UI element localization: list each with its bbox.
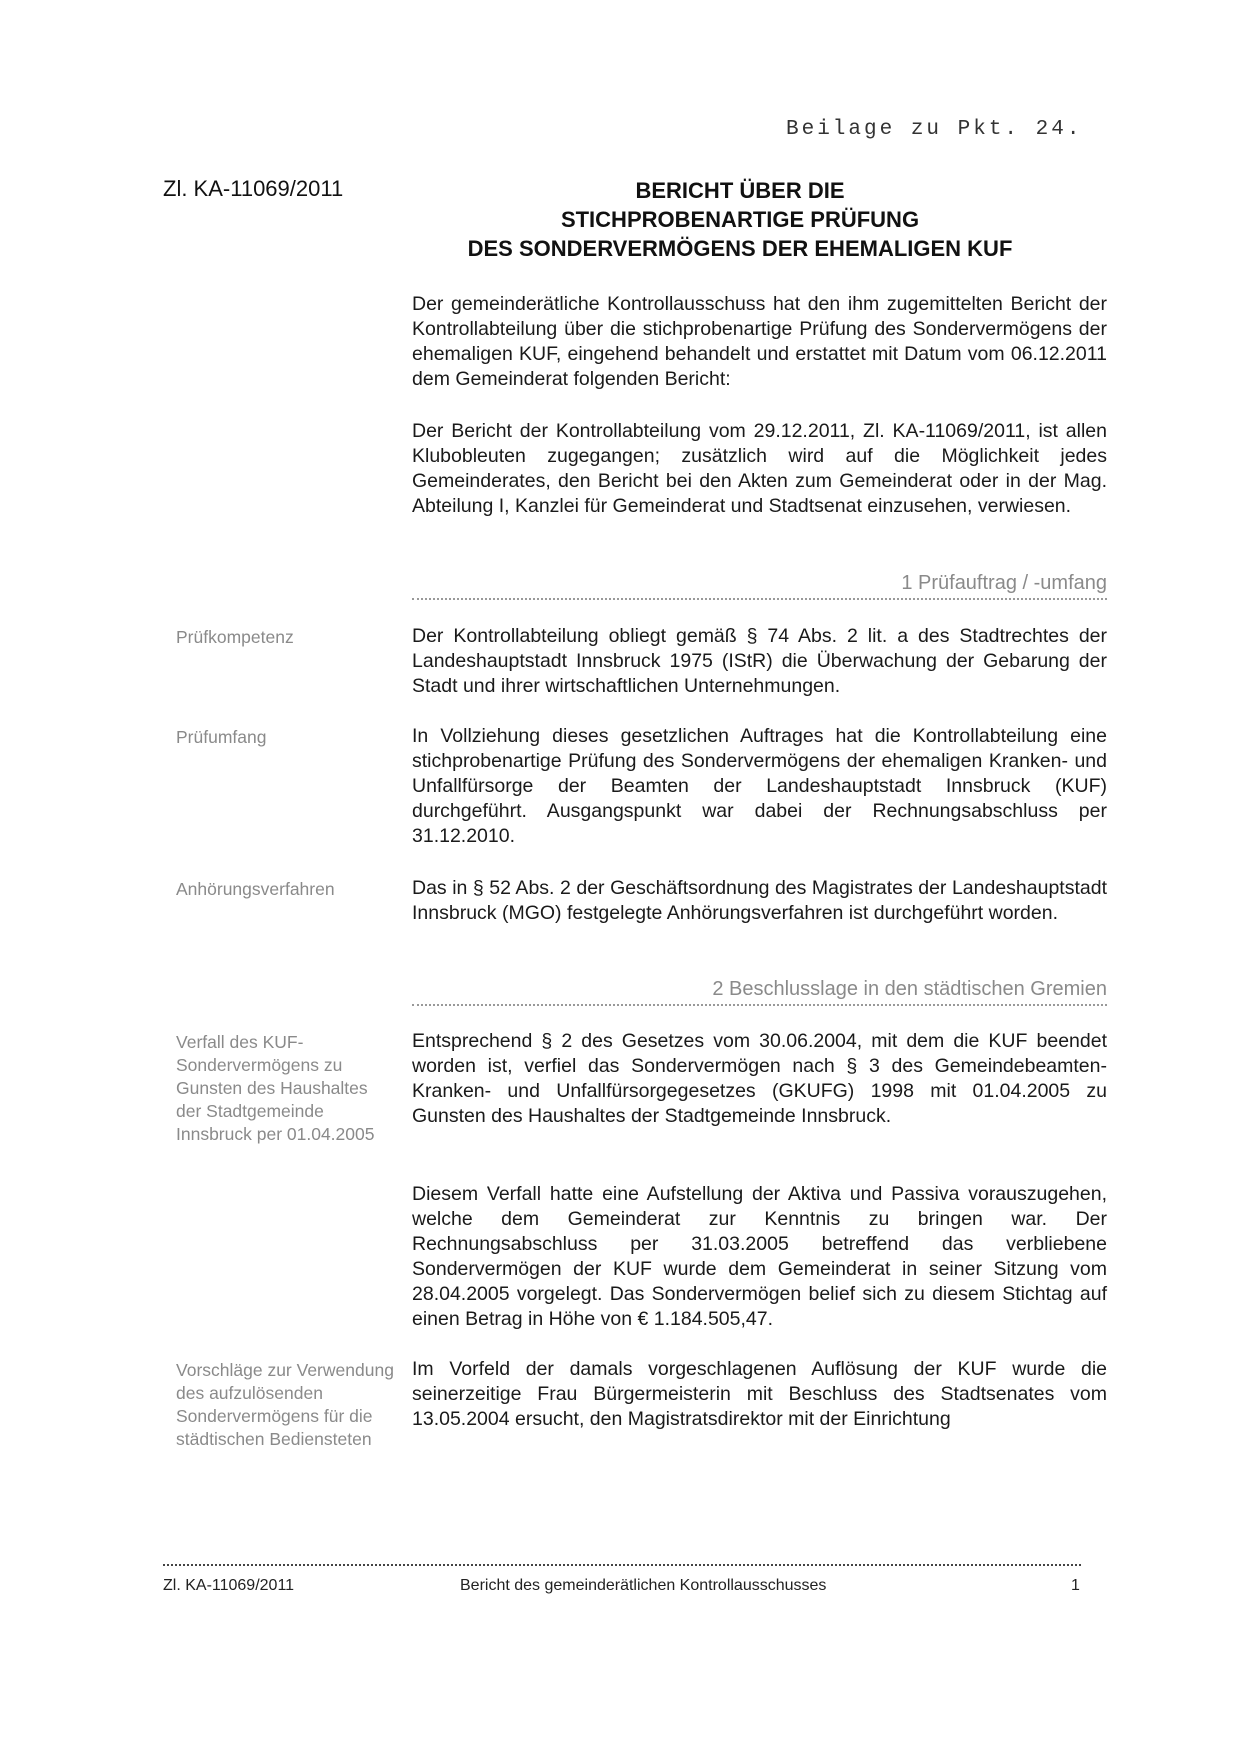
margin-note-verfall: Verfall des KUF-Sondervermögens zu Gunsten des Haushaltes der Stadtgemeinde Innsbruck per 01.04.2005 [176,1032,375,1144]
footer-title: Bericht des gemeinderätlichen Kontrollausschusses [460,1577,827,1594]
attachment-stamp: Beilage zu Pkt. 24. [786,118,1083,141]
title-line-3: DES SONDERVERMÖGENS DER EHEMALIGEN KUF [467,236,1013,261]
footer-divider [163,1564,1081,1566]
margin-note-vorschlaege: Vorschläge zur Verwendung des aufzulösenden Sondervermögens für die städtischen Bediensteten [176,1360,394,1449]
paragraph-anhoerungsverfahren: Das in § 52 Abs. 2 der Geschäftsordnung des Magistrates der Landeshauptstadt Innsbruck (MGO) festgelegte Anhörungsverfahren ist durchgeführt worden. [412,877,1107,924]
intro-paragraph-1: Der gemeinderätliche Kontrollausschuss hat den ihm zugemittelten Bericht der Kontrollabteilung über die stichprobenartige Prüfung des Sondervermögens der ehemaligen KUF, eingehend behandelt und erstattet mit Datum vom 06.12.2011 dem Gemeinderat folgenden Bericht: [412,293,1107,390]
section-2-divider [412,1004,1107,1006]
margin-note-anhoerungsverfahren: Anhörungsverfahren [176,879,335,899]
section-1-heading: 1 Prüfauftrag / -umfang [901,572,1107,594]
reference-number: Zl. KA-11069/2011 [163,176,344,201]
title-line-1: BERICHT ÜBER DIE [635,178,845,203]
document-title [420,176,1060,263]
paragraph-pruefumfang: In Vollziehung dieses gesetzlichen Auftrages hat die Kontrollabteilung eine stichprobenartige Prüfung des Sondervermögens der ehemaligen Kranken- und Unfallfürsorge der Beamten der Landeshauptstadt Innsbruck (KUF) durchgeführt. Ausgangspunkt war dabei der Rechnungsabschluss per 31.12.2010. [412,725,1107,847]
paragraph-aufstellung: Diesem Verfall hatte eine Aufstellung der Aktiva und Passiva vorauszugehen, welche dem Gemeinderat zur Kenntnis zu bringen war. Der Rechnungsabschluss per 31.03.2005 betreffend das verbliebene Sondervermögen der KUF wurde dem Gemeinderat in seiner Sitzung vom 28.04.2005 vorgelegt. Das Sondervermögen belief sich zu diesem Stichtag auf einen Betrag in Höhe von € 1.184.505,47. [412,1183,1107,1330]
paragraph-verfall: Entsprechend § 2 des Gesetzes vom 30.06.2004, mit dem die KUF beendet worden ist, verfiel das Sondervermögen nach § 3 des Gemeindebeamten-Kranken- und Unfallfürsorgegesetzes (GKUFG) 1998 mit 01.04.2005 zu Gunsten des Haushaltes der Stadtgemeinde Innsbruck. [412,1030,1107,1127]
section-1-divider [412,598,1107,600]
margin-note-pruefumfang: Prüfumfang [176,727,267,747]
paragraph-vorfeld: Im Vorfeld der damals vorgeschlagenen Auflösung der KUF wurde die seinerzeitige Frau Bürgermeisterin mit Beschluss des Stadtsenates vom 13.05.2004 ersucht, den Magistratsdirektor mit der Einrichtung [412,1358,1107,1430]
title-line-2: STICHPROBENARTIGE PRÜFUNG [560,207,920,232]
footer-reference: Zl. KA-11069/2011 [163,1577,295,1594]
paragraph-pruefkompetenz: Der Kontrollabteilung obliegt gemäß § 74 Abs. 2 lit. a des Stadtrechtes der Landeshauptstadt Innsbruck 1975 (IStR) die Überwachung der Gebarung der Stadt und ihrer wirtschaftlichen Unternehmungen. [412,625,1107,697]
margin-note-pruefkompetenz: Prüfkompetenz [176,627,294,647]
intro-paragraph-2: Der Bericht der Kontrollabteilung vom 29.12.2011, Zl. KA-11069/2011, ist allen Klubobleuten zugegangen; zusätzlich wird auf die Möglichkeit jedes Gemeinderates, den Bericht bei den Akten zum Gemeinderat oder in der Mag. Abteilung I, Kanzlei für Gemeinderat und Stadtsenat einzusehen, verwiesen. [412,420,1107,517]
section-2-heading: 2 Beschlusslage in den städtischen Gremien [712,978,1107,1000]
page-number: 1 [1071,1577,1080,1594]
